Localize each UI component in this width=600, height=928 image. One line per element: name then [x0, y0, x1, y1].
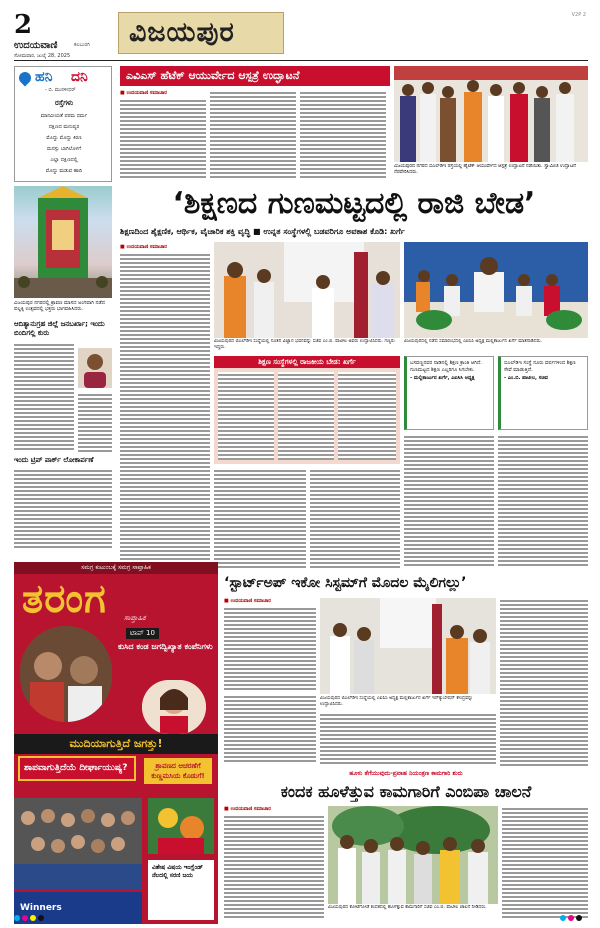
startup-photo-illustration: [320, 598, 496, 694]
ad-subtitle: ಸಾಪ್ತಾಹಿಕ: [124, 614, 146, 622]
ad-bottom-left: Winners: [14, 892, 142, 924]
ad-crowd-illustration: [14, 798, 142, 890]
lead-body-col2: [214, 468, 306, 568]
portrait-illustration: [78, 348, 112, 388]
hani-heading: ರಸ್ತೆಗಳು: [54, 99, 74, 107]
hani-author: - ಬಿ. ಮುರಳೀಧರ್: [45, 87, 76, 93]
ad-woman-illustration: [142, 680, 206, 734]
issue-date: ಸೋಮವಾರ, ಜುಲೈ 28, 2025: [14, 53, 71, 59]
page-header: [14, 12, 588, 62]
quote-2-author: - ಎಂ.ಬಿ. ಪಾಟೀಲ, ಸಚಿವ: [504, 375, 548, 381]
quote-1-text: ಬಸವಣ್ಣನವರ ನಾಡಿನಲ್ಲಿ ಶಿಕ್ಷಣ ಕ್ರಾಂತಿ ಆಗಿದೆ. ಗುಣಮಟ್ಟದ ಶಿಕ್ಷಣ ಎಲ್ಲರಿಗೂ ಸಿಗಬೇಕು.: [410, 360, 482, 373]
lead-body-col5: [498, 434, 588, 568]
left-story2-headline: ಇಂದು ಟ್ರಿಪ್‌ ಪಾರ್ಕ್ ಲೋಕಾರ್ಪಣೆ: [14, 456, 94, 464]
hani-title: ಹನಿ: [35, 69, 53, 85]
ad-tagline: ಸಮಗ್ರ ಕುಟುಂಬಕ್ಕೆ ಸಮಗ್ರ ಸಾಪ್ತಾಹಿಕ: [14, 562, 218, 574]
kandak-body-col1: [224, 814, 324, 918]
top-story-body-1: [120, 98, 206, 180]
hani-dani-box: [14, 66, 112, 182]
edition-label: ಕಲಬುರಗಿ: [74, 42, 90, 48]
top-story-byline: ■ ಉದಯವಾಣಿ ಸಮಾಚಾರ: [120, 90, 167, 96]
ad-woman-photo: [142, 680, 206, 734]
paper-name: ಉದಯವಾಣಿ: [14, 40, 58, 51]
dani-title: ದನಿ: [71, 69, 88, 85]
print-registration-marks: [14, 915, 588, 923]
palanquin-caption: ವಿಜಯಪುರ ನಗರದಲ್ಲಿ ಶ್ರಾವಣ ಮಾಸದ ಅಂಗವಾಗಿ ನಡೆದ ಪಲ್ಲಕ್ಕಿ ಉತ್ಸವದಲ್ಲಿ ಭಕ್ತರು ಭಾಗವಹಿಸಿದರು.: [14, 300, 105, 312]
kandak-photo-illustration: [328, 806, 498, 904]
left-story1-body: [14, 342, 74, 452]
taranga-ad[interactable]: [14, 562, 218, 924]
lead-body-col4: [404, 434, 494, 568]
quote-box-2: [498, 356, 588, 430]
left-story1-body-2: [78, 392, 112, 452]
quote-box-1: [404, 356, 494, 430]
quote-1-author: - ಮಲ್ಲಿಕಾರ್ಜುನ ಖರ್ಗೆ, ಎಐಸಿಸಿ ಅಧ್ಯಕ್ಷ: [410, 375, 475, 381]
kandak-caption: ವಿಜಯಪುರದ ಕೋಟೆಗೋಡೆ ಕಂದಕದಲ್ಲಿ ಹೂಳೆತ್ತುವ ಕಾಮಗಾರಿಗೆ ಸಚಿವ ಎಂ.ಬಿ. ಪಾಟೀಲ ಚಾಲನೆ ನೀಡಿದರು.: [328, 905, 487, 910]
city-banner: [118, 12, 284, 54]
inset-body-1: [218, 372, 274, 460]
portrait-photo: [78, 348, 112, 388]
startup-headline: ‘ಸ್ಟಾರ್ಟ್‌ಅಪ್ ಇಕೋ ಸಿಸ್ಟಮ್‌ಗೆ ಮೊದಲ ಮೈಲಿಗಲ್ಲು’: [224, 575, 467, 591]
inset-body-2: [278, 372, 334, 460]
left-story2-body: [14, 468, 112, 548]
startup-caption: ವಿಜಯಪುರದ ಬಿಎಲ್‌ಡಿಇ ಸಂಸ್ಥೆಯಲ್ಲಿ ಎಐಸಿಸಿ ಅಧ್ಯಕ್ಷ ಮಲ್ಲಿಕಾರ್ಜುನ ಖರ್ಗೆ ಇನ್‌ಕ್ಯುಬೇಷನ್ ಕೇಂದ್ರವನ್ನು ಉದ್ಘಾಟಿಸಿದರು.: [320, 696, 473, 707]
ad-top-text: ಕುಸಿದ ಕಂಡ ಜಗದ್ವಿಖ್ಯಾತ ಕಂಪೆನಿಗಳು: [118, 642, 213, 651]
inset-title: ಶಿಕ್ಷಣ ಸಂಸ್ಥೆಗಳಲ್ಲಿ ರಾಜಕೀಯ ಬೇಡ: ಖರ್ಗೆ: [214, 356, 400, 368]
startup-body-col1: [224, 606, 316, 690]
palanquin-illustration: [14, 186, 112, 298]
corner-tag: V2P 2: [571, 12, 586, 18]
lead-caption-right: ವಿಜಯಪುರದಲ್ಲಿ ನಡೆದ ಸಮಾರಂಭದಲ್ಲಿ ಎಐಸಿಸಿ ಅಧ್ಯಕ್ಷ ಮಲ್ಲಿಕಾರ್ಜುನ ಖರ್ಗೆ ಮಾತನಾಡಿದರು.: [404, 339, 543, 344]
kandak-headline: ಕಂದಕ ಹೂಳೆತ್ತುವ ಕಾಮಗಾರಿಗೆ ಎಂಬಿಪಾ ಚಾಲನೆ: [280, 782, 532, 801]
inset-body-3: [338, 372, 396, 460]
ad-festival-illustration: [148, 798, 214, 854]
startup-body-col2b: [320, 712, 496, 764]
top-story-headline: ಎವಿಎಸ್ ಹೆಟೆಕ್ ಆಯುರ್ವೇದ ಆಸ್ಪತ್ರೆ ಉದ್ಘಾಟನೆ: [120, 66, 390, 86]
page-number: 2: [14, 10, 33, 40]
ad-elder-illustration: [20, 626, 112, 722]
startup-byline: ■ ಉದಯವಾಣಿ ಸಮಾಚಾರ: [224, 598, 271, 604]
kandak-photo: [328, 806, 498, 904]
inset-box: [214, 356, 400, 464]
lead-subhead: ಶಿಕ್ಷಣದಿಂದ ಶೈಕ್ಷಣಿಕ, ಆರ್ಥಿಕ, ವೈಚಾರಿಕ ಶಕ್ತಿ ವೃದ್ಧಿ ■ ಉನ್ನತ ಸಂಸ್ಥೆಗಳಲ್ಲಿ ಬಡವರಿಗೂ ಅವಕಾಶ ಕೊಡಿ: ಖರ್ಗೆ: [120, 227, 405, 236]
top-story-caption: ವಿಜಯಪುರದ ನಗರದ ಬಿಎಲ್‌ಡಿಇ ರಸ್ತೆಯಲ್ಲಿ ಹೈಟೆಕ್ ಆಯುರ್ವೇದ ಆಸ್ಪತ್ರೆ ಉದ್ಘಾಟನೆ ನಡೆಯಿತು. ಸ್ವಾಮೀಜಿ ಉದ್ಘಾಟನೆ ನೆರವೇರಿಸಿದರು.: [394, 164, 576, 175]
startup-photo: [320, 598, 496, 694]
drop-icon: [17, 70, 34, 87]
lead-caption-left: ವಿಜಯಪುರದ ಬಿಎಲ್‌ಡಿಇ ಸಂಸ್ಥೆಯಲ್ಲಿ ನೂತನ ವಿಜ್ಞಾನ ಭವನವನ್ನು ಸಚಿವ ಎಂ.ಬಿ. ಪಾಟೀಲ ಅವರು ಉದ್ಘಾಟಿಸಿದರು. ಗಣ್ಯರು ಇದ್ದರು.: [214, 339, 395, 350]
lead-photo-right: [404, 242, 588, 338]
quote-2-text: ಬಿಎಲ್‌ಡಿಇ ಸಂಸ್ಥೆ ನೂರು ವರ್ಷಗಳಿಂದ ಶಿಕ್ಷಣ ಸೇವೆ ಮಾಡುತ್ತಿದೆ.: [504, 360, 576, 373]
lead-body-col1: [120, 252, 210, 562]
ad-top-badge: ಟಾಪ್ 10: [126, 628, 159, 639]
lead-byline: ■ ಉದಯವಾಣಿ ಸಮಾಚಾರ: [120, 244, 167, 250]
ad-festival-photo: [148, 798, 214, 854]
header-rule: [14, 60, 588, 61]
kandak-byline: ■ ಉದಯವಾಣಿ ಸಮಾಚಾರ: [224, 806, 271, 812]
ad-crowd-photo: [14, 798, 142, 890]
startup-body-col3: [500, 598, 588, 766]
hani-poem: ಮಾನವೀಯತೆ ಪರಮ ಧರ್ಮ ದಕ್ಷಿಣದ ಮನುಷ್ಯರ ಮೊದ್ದು ಮೊದ್ದು ಕಿರಣ ಮನಸ್ಸು ಬಾಗಿಲೊಳಗೆ ಎಲ್ಲಾ ದಕ್ಷಿಣದಲ್ಲಿ ಮೊದ್ದು ಮಡುವ ಹಾದಿ: [40, 113, 88, 174]
kandak-kicker: ಹೂಳು ತೆಗೆಯುವುದು-ಪ್ರವಾಹ ನಿಯಂತ್ರಣ ಕಾಮಗಾರಿ ಶುರು: [349, 770, 463, 777]
lead-headline: ‘ಶಿಕ್ಷಣದ ಗುಣಮಟ್ಟದಲ್ಲಿ ರಾಜಿ ಬೇಡ’: [172, 186, 536, 221]
left-story1-headline: ಆದಿತ್ಯಾನುಗ್ರಹ ಜಿಲ್ಲೆ ಜನಬರ್ಖಾ; ಇಂದು ಬಿಂದಿಗಲ್ಲಿ ಕುರು: [14, 320, 105, 337]
palanquin-photo: [14, 186, 112, 298]
top-story-photo: [394, 66, 588, 162]
ad-title: ತರಂಗ: [22, 576, 107, 622]
ad-banner-1: ಮುದಿಯಾಗುತ್ತಿದೆ ಜಗತ್ತು!: [14, 734, 218, 754]
ad-bottom-right: ವಿಶೇಷ ವಿಷಯ ಇಂಗ್ಲೆಂಡ್ ನೆಲದಲ್ಲಿ ಸರಣಿ ಜಯ: [148, 860, 214, 920]
lead-body-col3: [310, 468, 400, 568]
top-story-body-2: [210, 90, 296, 180]
top-story-body-3: [300, 90, 386, 180]
inauguration-illustration: [394, 66, 588, 162]
ad-box-text: ಶ್ರಾವಣದ ಆಚರಣೆಗೆ ಕುಣ್ಣಮಸಿಯ ಕೊಡುಗೆ!: [144, 758, 212, 784]
lead-photo-left: [214, 242, 400, 338]
kandak-body-col3: [502, 806, 588, 918]
city-title: ವಿಜಯಪುರ: [129, 17, 235, 48]
lead-photo-left-illustration: [214, 242, 400, 338]
ad-banner-2: ಶಾಪವಾಗುತ್ತಿದೆಯೆ ದೀರ್ಘಾಯುಷ್ಯ?: [18, 756, 136, 781]
ad-elder-photo: [20, 626, 112, 722]
lead-photo-right-illustration: [404, 242, 588, 338]
startup-body-col1b: [224, 694, 316, 764]
